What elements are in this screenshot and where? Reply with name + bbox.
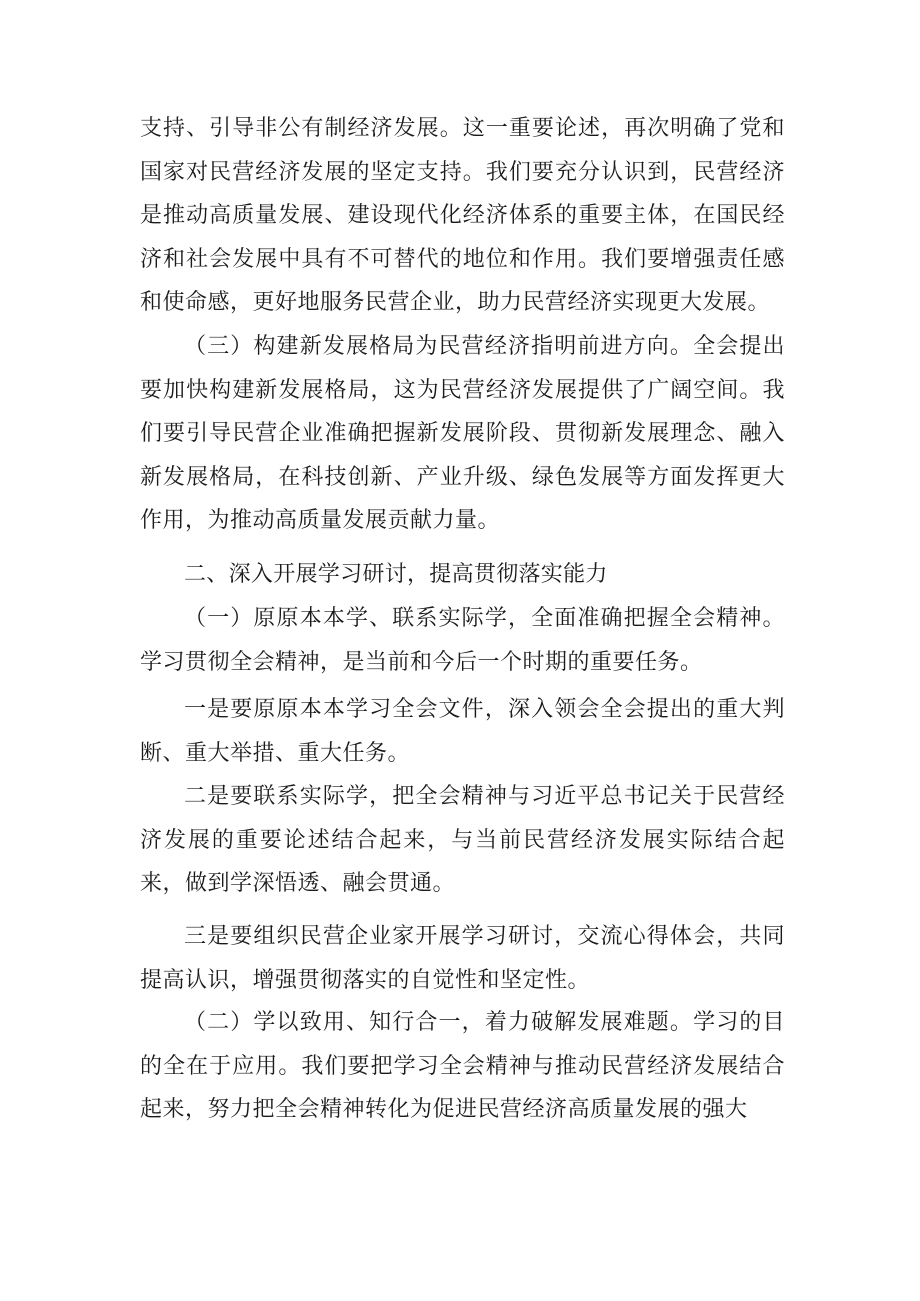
paragraph-continued: 支持、引导非公有制经济发展。这一重要论述，再次明确了党和国家对民营经济发展的坚定支持。我们要充分认识到，民营经济是推动高质量发展、建设现代化经济体系的重要主体，在国民经济和社会发展中具有不可替代的地位和作用。我们要增强责任感和使命感，更好地服务民营企业，助力民营经济实现更大发展。 xyxy=(140,116,785,315)
paragraph-item-one: （一）原原本本学、联系实际学，全面准确把握全会精神。学习贯彻全会精神，是当前和今后一个时期的重要任务。 xyxy=(140,606,785,675)
paragraph-point-two: 二是要联系实际学，把全会精神与习近平总书记关于民营经济发展的重要论述结合起来，与当前民营经济发展实际结合起来，做到学深悟透、融会贯通。 xyxy=(140,784,785,896)
section-heading-two: 二、深入开展学习研讨，提高贯彻落实能力 xyxy=(184,562,608,587)
paragraph-point-three: 三是要组织民营企业家开展学习研讨，交流心得体会，共同提高认识，增强贯彻落实的自觉性和坚定性。 xyxy=(140,924,785,993)
paragraph-section-three: （三）构建新发展格局为民营经济指明前进方向。全会提出要加快构建新发展格局，这为民营经济发展提供了广阔空间。我们要引导民营企业准确把握新发展阶段、贯彻新发展理念、融入新发展格局，在科技创新、产业升级、绿色发展等方面发挥更大作用，为推动高质量发展贡献力量。 xyxy=(140,334,785,533)
paragraph-point-one: 一是要原原本本学习全会文件，深入领会全会提出的重大判断、重大举措、重大任务。 xyxy=(140,697,785,766)
paragraph-item-two: （二）学以致用、知行合一，着力破解发展难题。学习的目的全在于应用。我们要把学习全会精神与推动民营经济发展结合起来，努力把全会精神转化为促进民营经济高质量发展的强大 xyxy=(140,1010,785,1122)
